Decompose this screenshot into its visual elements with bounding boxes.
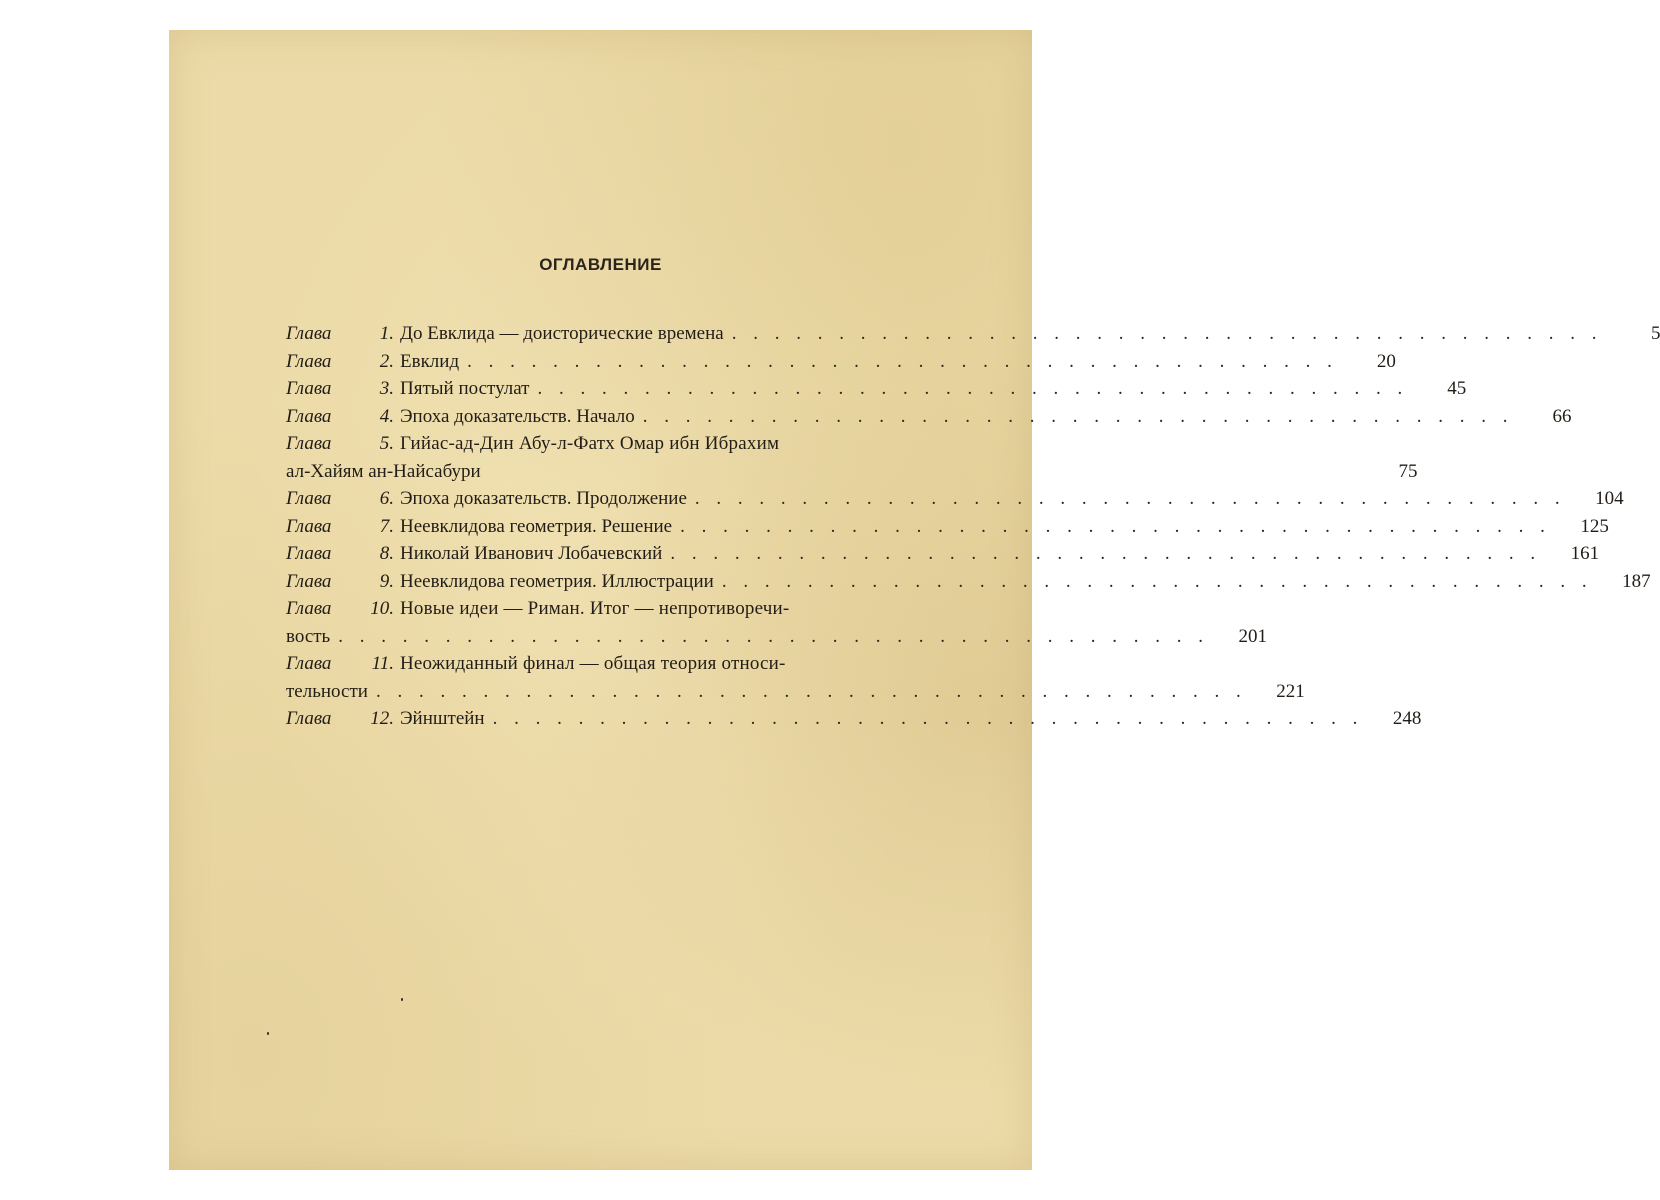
chapter-word: Глава <box>286 543 332 564</box>
chapter-title-continued: вость <box>286 625 331 647</box>
chapter-title: Эйнштейн <box>400 708 485 729</box>
toc-entry-4 <box>286 403 1572 431</box>
chapter-title: Эпоха доказательств. Начало <box>400 405 635 427</box>
chapter-word: Глава <box>286 378 332 399</box>
toc-entry-12 <box>286 705 1422 733</box>
chapter-number: 11. <box>371 653 394 674</box>
page-number: 187 <box>1622 570 1651 592</box>
chapter-title: Гийас-ад-Дин Абу-л-Фатх Омар ибн Ибрахим <box>400 433 780 454</box>
dot-leader <box>529 375 1408 403</box>
dot-leader <box>485 705 1364 733</box>
toc-heading: ОГЛАВЛЕНИЕ <box>539 255 662 274</box>
chapter-word: Глава <box>286 570 332 592</box>
dot-leader <box>330 623 1209 651</box>
toc-entry-1 <box>286 320 1660 348</box>
chapter-word: Глава <box>286 323 332 344</box>
chapter-word: Глава <box>286 405 332 427</box>
chapter-title-continued: тельности <box>286 680 368 702</box>
chapter-number: 3. <box>379 378 394 399</box>
toc-entry-10 <box>286 595 1267 650</box>
page-number: 201 <box>1238 625 1267 647</box>
toc-entry-7 <box>286 513 1609 541</box>
chapter-word: Глава <box>286 350 332 372</box>
chapter-word: Глава <box>286 488 332 509</box>
chapter-title: Евклид <box>400 350 460 372</box>
dot-leader <box>724 320 1603 348</box>
chapter-number: 4. <box>379 405 394 427</box>
toc-entry-8 <box>286 540 1600 568</box>
dot-leader <box>687 485 1566 513</box>
chapter-number: 5. <box>379 433 394 454</box>
dot-leader <box>635 403 1514 431</box>
chapter-word: Глава <box>286 433 332 454</box>
page-number: 104 <box>1595 488 1624 509</box>
toc-entry-9 <box>286 568 1651 596</box>
chapter-word: Глава <box>286 598 332 619</box>
chapter-number: 12. <box>370 708 394 729</box>
chapter-number: 7. <box>379 515 394 537</box>
dot-leader <box>459 348 1338 376</box>
dot-leader <box>368 678 1247 706</box>
chapter-title: Пятый постулат <box>400 378 530 399</box>
chapter-word: Глава <box>286 653 332 674</box>
chapter-number: 10. <box>370 598 394 619</box>
chapter-title: Неевклидова геометрия. Иллюстрации <box>400 570 714 592</box>
chapter-title: Неожиданный финал — общая теория относи- <box>400 653 786 674</box>
chapter-word: Глава <box>286 708 332 729</box>
chapter-title: Новые идеи — Риман. Итог — непротиворечи- <box>400 598 790 619</box>
dot-leader <box>714 568 1593 596</box>
page-number: 66 <box>1552 405 1572 427</box>
page-number: 45 <box>1447 378 1467 399</box>
book-page <box>169 30 1660 1170</box>
chapter-title: Эпоха доказательств. Продолжение <box>400 488 687 509</box>
page-number: 161 <box>1570 543 1600 564</box>
toc-entry-5 <box>286 430 1418 485</box>
paper-speck <box>267 1032 269 1035</box>
chapter-title: Николай Иванович Лобачевский <box>400 543 663 564</box>
toc-entry-3 <box>286 375 1467 403</box>
chapter-title: Неевклидова геометрия. Решение <box>400 515 673 537</box>
chapter-number: 1. <box>379 323 394 344</box>
chapter-title: До Евклида — доисторические времена <box>400 323 724 344</box>
dot-leader <box>672 513 1551 541</box>
page-number: 75 <box>1398 460 1418 482</box>
table-of-contents <box>286 320 1660 733</box>
toc-entry-2 <box>286 348 1396 376</box>
page-number: 5 <box>1650 323 1660 344</box>
chapter-number: 2. <box>379 350 394 372</box>
chapter-word: Глава <box>286 515 332 537</box>
dot-leader <box>662 540 1541 568</box>
chapter-number: 6. <box>379 488 394 509</box>
chapter-number: 9. <box>379 570 394 592</box>
toc-entry-11 <box>286 650 1305 705</box>
chapter-title-continued: ал-Хайям ан-Найсабури <box>286 460 481 482</box>
page-number: 20 <box>1376 350 1396 372</box>
chapter-number: 8. <box>379 543 394 564</box>
paper-speck <box>401 998 403 1001</box>
page-number: 221 <box>1276 680 1305 702</box>
page-number: 248 <box>1392 708 1422 729</box>
page-number: 125 <box>1580 515 1609 537</box>
toc-entry-6 <box>286 485 1624 513</box>
